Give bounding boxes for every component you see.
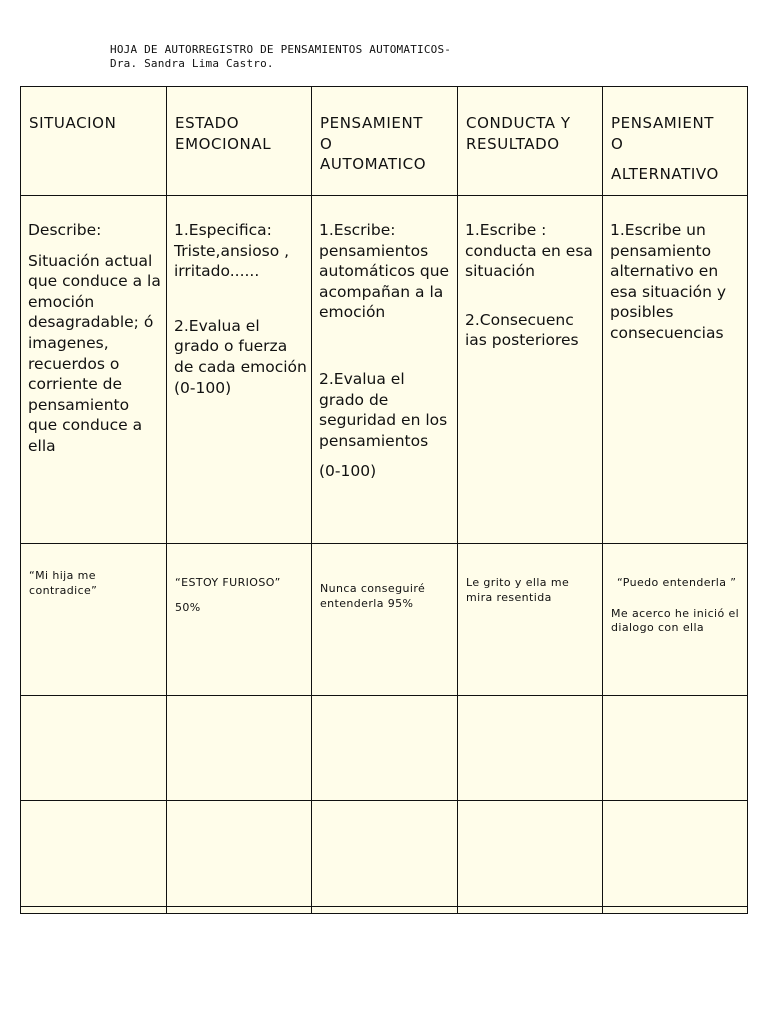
header-situacion: SITUACION [29, 114, 117, 132]
example-estado: “ESTOY FURIOSO” 50% [175, 576, 281, 614]
empty-cell[interactable] [603, 696, 748, 800]
empty-cell[interactable] [458, 696, 602, 800]
empty-cell[interactable] [603, 801, 748, 906]
header-pensamiento-alternativo: PENSAMIENT O ALTERNATIVO [611, 114, 719, 183]
instructions-conducta: 1.Escribe : conducta en esa situación 2.Consecuenc ias posteriores [465, 221, 593, 350]
empty-cell[interactable] [312, 801, 457, 906]
empty-cell[interactable] [167, 696, 311, 800]
instructions-situacion: Describe: Situación actual que conduce a la emoción desagradable; ó imagenes, recuerdos o corriente de pensamiento que conduce a ella [28, 221, 161, 455]
header-pensamiento-automatico: PENSAMIENT O AUTOMATICO [320, 114, 427, 173]
example-conducta: Le grito y ella me mira resentida [466, 576, 570, 604]
example-alternativo: “Puedo entenderla ” Me acerco he inició el dialogo con ella [611, 576, 740, 634]
empty-cell[interactable] [21, 801, 166, 906]
document-heading [110, 43, 451, 71]
document-author: Dra. Sandra Lima Castro. [110, 57, 274, 70]
instructions-estado: 1.Especifica: Triste,ansioso , irritado...... 2.Evalua el grado o fuerza de cada emoción (0-100) [174, 221, 307, 397]
example-pensamiento: Nunca conseguiré entenderla 95% [320, 582, 426, 610]
row-divider [21, 543, 747, 544]
header-estado-emocional: ESTADO EMOCIONAL [175, 114, 272, 153]
instructions-alternativo: 1.Escribe un pensamiento alternativo en esa situación y posibles consecuencias [610, 221, 727, 342]
row-divider [21, 906, 747, 907]
empty-cell[interactable] [312, 696, 457, 800]
empty-cell[interactable] [21, 696, 166, 800]
empty-cell[interactable] [458, 801, 602, 906]
instructions-pensamiento: 1.Escribe: pensamientos automáticos que acompañan a la emoción 2.Evalua el grado de seguridad en los pensamientos (0-100) [319, 221, 450, 481]
self-record-table [20, 86, 748, 914]
empty-cell[interactable] [167, 801, 311, 906]
example-situacion: “Mi hija me contradice” [29, 569, 98, 597]
document-title: HOJA DE AUTORREGISTRO DE PENSAMIENTOS AUTOMATICOS- [110, 43, 452, 56]
header-conducta-resultado: CONDUCTA Y RESULTADO [466, 114, 571, 153]
